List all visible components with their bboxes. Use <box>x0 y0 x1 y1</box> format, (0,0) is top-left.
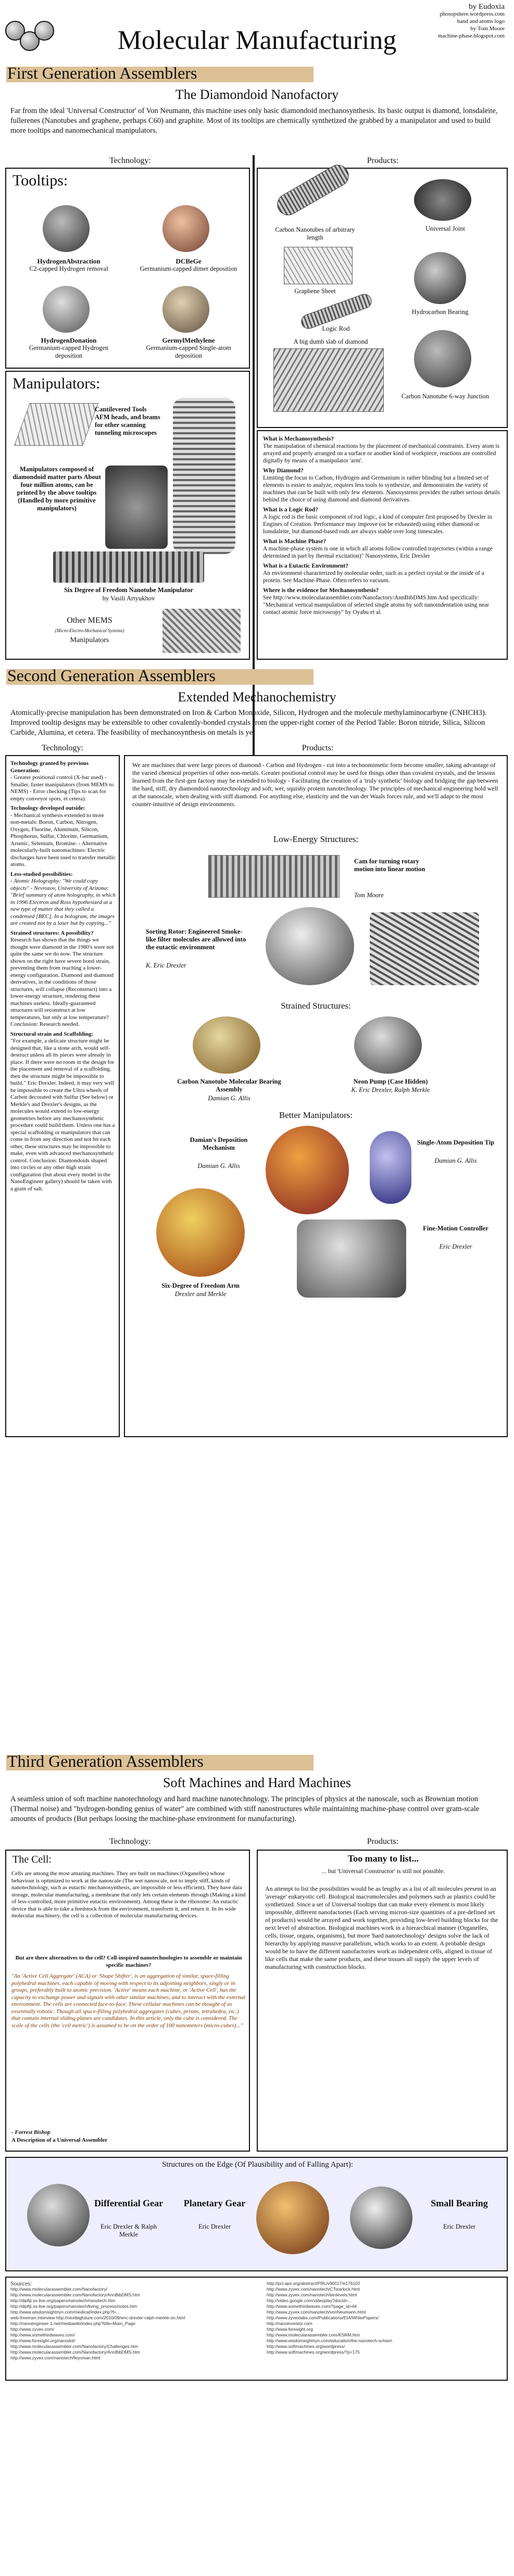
structure-author: Eric Drexler <box>443 2223 476 2230</box>
gen2-products-intro: We are machines that were large pieces of diamond - Carbon and Hydrogen - cut into a technomimetic form become smaller, taking advantage of the varied chemical properties of other non-metals. Greater positional control may be used for things other than covalent crystals, and the lessons learned from the first-gen factory may be extended to biology - Facilitating the creation of a 'truly synthetic' biology and bridging the gap between the hard, stiff, dry diamondoid nanotechnology and soft, wet, squishy protein nanotechnology. The principles of mechanical engineering hold well at the nanoscale, when dealing with stiff diamond. For anything else, elasticity and the van der Waals forces rule, and we'll adapt to the most counter-intuitive of design environments. <box>132 761 498 808</box>
structures-title: Structures on the Edge (Of Plausibility and of Falling Apart): <box>161 2160 354 2169</box>
tooltip-caption <box>17 257 121 273</box>
bearing-author: Damian G. Allis <box>208 1095 250 1102</box>
gen1-products-label: Products: <box>367 156 399 165</box>
fine-caption: Fine-Motion Controller <box>423 1225 488 1232</box>
gen1-technology-label: Technology: <box>109 156 151 165</box>
gen2-intro: Atomically-precise manipulation has been demonstrated on Iron & Carbon Monoxide, Silicon, Hydrogen and the molecule methylaminocarbyne (CNHCH3). Improved tooltip designs may be extensible to other covalently-bonded crystals from the upper-right corner of the Period Table: Boron nitride, Silica, Silicon Carbide, Alumina, et cetera. The feasibility of mechanosynthesis on metals is yet <box>10 709 487 737</box>
faq-question: What is a Logic Rod? <box>263 507 319 513</box>
planetary-gear-image <box>256 2181 329 2254</box>
product-caption: Logic Rod <box>322 325 350 332</box>
source-link[interactable]: http://www.somethirdwaves.com/ <box>10 2332 75 2338</box>
source-link[interactable]: http://www.zyvex.com/nanotech/feynman.html <box>10 2355 101 2360</box>
small-bearing-image <box>350 2187 412 2249</box>
neon-author: K. Eric Drexler, Ralph Merkle <box>351 1086 430 1094</box>
sorting-caption: Sorting Rotor: Engineered Smoke-like filter molecules are allowed into the eutactic environment <box>146 928 246 951</box>
source-link[interactable]: http://www.zyvex.com/nanotech/vonNeumann.html <box>267 2309 366 2315</box>
tooltip-caption <box>136 336 241 360</box>
cantilever-caption: Cantilevered Tools AFM heads, and beams for other scanning tunneling microscopes <box>95 406 160 436</box>
gen3-products-sub: ... but 'Universal Constructor' is still not possible. <box>321 1867 445 1875</box>
source-link[interactable]: http://www.zyvex.com/ <box>10 2327 55 2332</box>
gen3-products-label: Products: <box>367 1837 399 1846</box>
faq-question: Why Diamond? <box>263 468 304 474</box>
cam-caption: Cam for turning rotary motion into linear motion <box>354 858 425 873</box>
source-link[interactable]: http://www.wisdomsightnyn.com/education/the-nanotech-schism <box>267 2338 392 2343</box>
nanotube-image <box>273 161 353 219</box>
credit-line[interactable]: machine-phase.blogspot.com <box>437 33 505 39</box>
molecule-image <box>43 286 90 333</box>
product-caption: Hydrocarbon Bearing <box>411 308 469 316</box>
tech-text: - Atomic Holography: "We could copy objects" - Nevrozov, University of Arizona: "Brief summary of atom holography, in which in 1996 Electron and Ross hypothesized at a new type of matter that they called a condensed [BEC]. In a hologram, the images are created not by a laser but by copying..." <box>10 878 116 926</box>
gen1-intro: Far from the ideal 'Universal Constructor' of Von Neumann, this machine uses only basic diamondoid mechanosynthesis. Its basic output is diamond, lonsdaleite, fullerenes (Nanotubes and graphene, perhaps C60) and graphite. Most of its tooltips are chemically synthetized the grabbed by a manipulator and used to build more tooltips and nanomechanical manipulators. <box>10 107 498 135</box>
neon-caption: Neon Pump (Case Hidden) <box>353 1078 428 1085</box>
six-dof-caption: Six Degree of Freedom Nanotube Manipulator <box>64 586 193 594</box>
sources-right <box>267 2281 504 2355</box>
junction-image <box>414 330 471 387</box>
source-link[interactable]: http://www.zyvex.com/nanotech/CTstarkick.html <box>267 2286 360 2292</box>
tech-text: Research has shown that the things we thought were diamond in the 1980's were not quite the same we do now. The structure shown on the right have severe bond strain, preventing them from reaching a lower-energy configuration. Diamond and diamond derivatives, in the conditions of those structures, will collapse (Reconstruct) into a lower-energy structure, rendering these machines useless. Ideally-guaranteed structures will reconstruct at low temperatures, but only at low temperature? Conclusion: Research needed. <box>10 937 114 1027</box>
page-title: Molecular Manufacturing <box>117 26 397 55</box>
faq-answer: See http://www.molecularassembler.com/Nanofactory/AnnBibDMS.htm And specifically: "Mechanical vertical manipulation of selected single atoms by soft nanoindentation using near contact atomic force microscopy" by Oyabu et al. <box>263 595 490 615</box>
cell-question: But are there alternatives to the cell? Cell-inspired nanotechnologies to assemble or maintain specific machines? <box>15 1955 242 1968</box>
damian-author: Damian G. Allis <box>197 1162 240 1170</box>
faq-question: What is Mechanosynthesis? <box>263 436 334 442</box>
damian-caption: Damian's Deposition Mechanism <box>190 1136 248 1151</box>
source-link[interactable]: http://www.softmachines.org/wordpress/ <box>267 2344 345 2349</box>
cantilever-image <box>14 403 98 446</box>
low-energy-title: Low-Energy Structures: <box>273 834 359 844</box>
gen1-title: First Generation Assemblers <box>7 64 197 82</box>
tooltip-desc: Germanium-capped Hydrogen deposition <box>29 344 109 359</box>
tooltip-name: DCBeGe <box>175 257 202 265</box>
cam-image <box>208 855 340 898</box>
cell-box <box>5 1850 250 2152</box>
cell-quote-author: - Forrest Bishop <box>11 2129 51 2135</box>
molecule-image <box>43 205 90 252</box>
product-caption: Carbon Nanotubes of arbitrary length <box>275 226 355 241</box>
faq-box <box>257 430 508 660</box>
mems-image <box>162 609 241 653</box>
mems-sub: (Micro-Electro-Mechanical Systems) <box>55 628 124 633</box>
tech-text: - Greater positional control (X-bar used) - Smaller, faster manipulators (from MEMS to NEMS) - Error checking (Tips to scan for empty conveyor spots, et cetera). <box>10 774 114 802</box>
faq-answer: The manipulation of chemical reactions by the placement of mechanical constraints. Every atom is arrayed and properly arranged on a surface or another kind of workpiece, reactions are controlled digitally by means of a manipulator 'arm'. <box>263 443 500 464</box>
six-dof-arm-caption: Six-Degree of Freedom Arm <box>161 1282 240 1289</box>
source-link[interactable]: http://www.wisdomsightnyn.com/medical/index.php?f=... <box>10 2309 120 2315</box>
source-link[interactable]: http://dipfiji.ss-live.org/papers/nanotech/living_process/notes.htm <box>10 2304 137 2309</box>
faq-answer: A machine-phase system is one in which all atoms follow controlled trajectories (within a range determined in part by thermal excitation)" Nanosystems, Eric Drexler <box>263 546 493 559</box>
graphene-image <box>284 247 353 284</box>
universal-joint-image <box>414 179 471 221</box>
diamond-slab-image <box>273 348 384 412</box>
manipulator-arm-image <box>173 398 235 554</box>
faq-list <box>263 435 503 619</box>
tech-heading: Technology granted by previous Generation: <box>10 760 89 774</box>
cell-quote: "An 'Active Cell Aggregate' (ACA) or 'Shape Shifter', is an aggregation of similar, space-filling polyhedral machines, each capable of moving with respect to its adjoining neighbors, singly or in groups, preferably built to atomic precision. 'Active' means each machine, or 'Active Cell', has the capacity to exchange power and signals with other similar machines, and to interact with the external environment. The cells are connected face-to-face. These cellular machines can be thought of as essentially robotic. Though all space-filling polyhedral aggregates (cubes, prisms, tetrahedra, etc.) that contain internal sliding planes are candidates. In this article, only the cube is considered. The scale of the cells (the 'cell metric') is assumed to be on the order of 100 nanometers (micro-cubes)..." <box>11 1973 246 2029</box>
structures-box <box>5 2157 508 2271</box>
single-caption: Single-Atom Deposition Tip <box>417 1139 495 1146</box>
tooltip-caption <box>136 257 241 273</box>
tooltip-name: GermylMethylene <box>162 336 215 344</box>
gen3-products-text: An attempt to list the possibilities would be as lengthy as a list of all molecules present in an 'average' eukaryotic cell. Biological macromolecules and polymers such as plastics could be synthetized. Since a set of Universal tooltips that can make every element is most likely impossible, different nanofactories (Each serving micron-size quantities of a pre-defined set of products) would be arrayed and work together, providing low-level building blocks for the next level of abstraction. Biological machines work in a hierarchical manner (Organelles, cells, tissue, organs, organisms), but more 'hard nanotechnology' designs solve the lack of hierarchy by applying massive parallelism, which works to an extent. A probable design would be to have the different nanofactories work as independent cells, aligned in tissue of like cells that make the same products, and these tissues all supply the upper levels of manufacturing with construction blocks. <box>265 1885 498 1970</box>
source-link[interactable]: http://www.softmachines.org/wordpress/?p=175 <box>267 2349 360 2355</box>
gen2-technology-label: Technology: <box>42 744 83 752</box>
tooltip-caption <box>17 336 121 360</box>
sources-title: Sources: <box>10 2281 32 2286</box>
single-author: Damian G. Allis <box>434 1157 477 1164</box>
credit-author: by Eudoxia <box>469 3 505 11</box>
gen3-products-title: Too many to list... <box>347 1853 419 1864</box>
sorting-rotor-image <box>266 907 354 985</box>
nanotube-manipulator-image <box>53 551 204 583</box>
tooltip-desc: Germanium-capped dimer deposition <box>140 265 237 272</box>
sorting-author: K. Eric Drexler <box>146 962 186 969</box>
gen2-products-box <box>124 755 508 1437</box>
gen3-title: Third Generation Assemblers <box>7 1752 204 1770</box>
structure-author: Eric Drexler & Ralph Merkle <box>101 2223 157 2238</box>
source-link[interactable]: http://video.google.com/videoplay?docid=... <box>267 2298 352 2303</box>
faq-answer: An environment characterized by molecular order, such as a perfect crystal or the inside of a protein. See Machine-Phase. Often refers to vacuum. <box>263 570 484 584</box>
fine-motion-image <box>297 1220 406 1298</box>
credit-line[interactable]: phosopshere.wordpress.com <box>440 11 505 17</box>
faq-question: What is a Eutactic Environment? <box>263 563 348 569</box>
product-caption: Carbon Nanotube 6-way Junction <box>401 393 490 400</box>
tech-text: "For example, a delicate structure might be designed that, like a stone arch, would self-destruct unless all its pieces were already in place. If there were no room in the design for the placement and removal of a scaffolding, then the structure might be impossible to build." Eric Drexler. Indeed, it may very well be impossible to create the Ultra wheels of Carbon decorated with Sulfur (See below) or Merkle's and Drexler's designs, as the molecules would extend to low-energy geometries before any mechanosynthetic procedure could build them. Unless one has a special scaffolding or manipulators that can come in from any direction and not hit each other, these structures may be impossible to make, even with advanced mechanosynthetic control. Conclusion: Diamondoids shaped into circles or any other high strain configuration (but about every model in the NanoEngineer gallery) should be taken with a grain of salt. <box>10 1038 115 1192</box>
source-link[interactable]: http://www.molecularassembler.com/KSRM.htm <box>267 2332 360 2338</box>
gen2-technology-box <box>5 755 120 1437</box>
source-link[interactable]: http://www.molecularassembler.com/Nanofactory/AnnBibDMS.htm <box>10 2349 140 2355</box>
faq-answer: A logic rod is the basic component of rod logic, a kind of computer first proposed by Drexler in Engines of Creation. Performance may improve (or be exhausted) using either diamond or lonsdaleite, but diamond-based rods are always stable over long timescales. <box>263 514 492 535</box>
gen3-technology-label: Technology: <box>109 1837 151 1846</box>
source-link[interactable]: http://pcl.aps.org/abstract/PRL/v90/i17/e176102 <box>267 2281 360 2286</box>
source-link[interactable]: http://www.zyvex.com/nanotech/tenlevels.html <box>267 2292 357 2297</box>
molecule-image <box>162 286 209 333</box>
bearing-caption: Carbon Nanotube Molecular Bearing Assembly <box>177 1078 281 1093</box>
neon-pump-image <box>354 1016 422 1074</box>
product-caption: Graphene Sheet <box>294 287 336 295</box>
tooltip-desc: Germanium-capped Single-atom deposition <box>146 344 231 359</box>
gen3-products-box <box>257 1850 508 2152</box>
six-dof-arm-author: Drexler and Merkle <box>174 1290 227 1298</box>
product-caption: Universal Joint <box>425 225 466 232</box>
source-link[interactable]: web-freeman.interview http://nextbigfuture.com/2010/09/eric-drexler-ralph-merkle-on.html <box>10 2315 185 2320</box>
molecule-image <box>162 205 209 252</box>
source-link[interactable]: http://www.molecularassembler.com/Nanofactory/Challenges.htm <box>10 2344 139 2349</box>
bearing-image <box>414 252 466 304</box>
better-title: Better Manipulators: <box>279 1110 353 1120</box>
source-link[interactable]: http://nanoinvestor.com <box>267 2321 312 2326</box>
source-link[interactable]: http://nanoengineer-1.net/mediawiki/index.php?title=Main_Page <box>10 2321 135 2326</box>
cell-foot: A Description of a Universal Assembler <box>11 2137 108 2143</box>
source-link[interactable]: http://www.somethirdwaves.com/?page_id=44 <box>267 2304 357 2309</box>
gen1-subtitle: The Diamondoid Nanofactory <box>175 87 339 102</box>
tooltip-name: HydrogenAbstraction <box>37 257 101 265</box>
composed-caption: Manipulators composed of diamondoid matter parts About four million atoms, can be printed by the above tooltips (Handled by more primitive manipulators) <box>12 466 101 512</box>
source-link[interactable]: http://www.zyvexlabs.com/Publications/EIA/WhitePapers/ <box>267 2315 379 2320</box>
structure-name: Differential Gear <box>94 2198 164 2208</box>
gen2-technology-list <box>10 760 116 1195</box>
credit-line: hand and atoms logo <box>457 18 505 24</box>
source-link[interactable]: http://www.molecularassembler.com/Nanofactory/ <box>10 2286 108 2292</box>
tech-heading: Technology developed outside: <box>10 805 85 811</box>
products-box <box>257 168 508 428</box>
manipulator-parts-image <box>105 466 168 549</box>
tooltip-name: HydrogenDonation <box>41 336 97 344</box>
arm-image <box>156 1188 245 1277</box>
manipulators-title: Manipulators: <box>12 375 101 392</box>
cell-text: Cells are among the most amazing machines. They are built on machines (Organelles) whose behaviour is optimized to work at the nanoscale (The wet nanoscale, not to imply stiff, kinds of nanotechnology, such as eutactic mechanosynthesis, are impossible or less efficient). They have data storage, molecular manufacturing, a membrane that only lets certain elements through (Making a kind of less-controlled, more primitive eutactic environment). Among these is the ribosome: An eutactic device that is able to take a feedstock from the environment, transform it, and return it. In its wide molecular machinery, the cell is a collection of molecular manufacturing devices. <box>11 1870 246 1919</box>
deposition-mechanism-image <box>266 1126 349 1214</box>
source-link[interactable]: http://dipfiji.ss-live.org/papers/nanotech/nanotech.htm <box>10 2298 116 2303</box>
cam-author: Tom Moore <box>354 891 384 899</box>
fine-author: Eric Drexler <box>439 1243 472 1250</box>
tech-heading: Less-studied possibilities: <box>10 871 73 877</box>
bearing-assembly-image <box>193 1016 260 1074</box>
gen2-subtitle: Extended Mechanochemistry <box>178 689 336 705</box>
gen3-subtitle: Soft Machines and Hard Machines <box>162 1775 352 1790</box>
rotor-array-image <box>370 912 479 985</box>
tech-heading: Structural strain and Scaffolding: <box>10 1031 94 1037</box>
structure-name: Small Bearing <box>431 2198 488 2208</box>
product-caption: A big dumb slab of diamond <box>293 338 368 345</box>
tooltip-desc: C2-capped Hydrogen removal <box>29 265 108 272</box>
faq-question: What is Machine Phase? <box>263 538 327 545</box>
faq-answer: Limiting the focus to Carbon, Hydrogen and Germanium is rather blinding but a limited set of elements is easier to analyze, requires less tools to synthesize, and demonstrates the variety of machines that can be built with only few elements. Nanosystems provides the rather serious details behind the choice of using diamond and diamond derivatives. <box>263 475 500 503</box>
six-dof-author: by Vasili Artyukhov <box>102 595 155 602</box>
strained-title: Strained Structures: <box>281 1001 351 1011</box>
manipulators-box <box>5 371 250 660</box>
structure-author: Eric Drexler <box>198 2223 231 2230</box>
sources-box <box>5 2277 508 2381</box>
source-link[interactable]: http://www.molecularassembler.com/Nanofactory/AnnBibDMS.htm <box>10 2292 140 2297</box>
tooltips-title: Tooltips: <box>12 172 68 189</box>
deposition-tip-image <box>370 1131 411 1204</box>
credit-line: by Tom Moore <box>470 26 505 32</box>
source-link[interactable]: http://www.foresight.org/nanodot/ <box>10 2338 76 2343</box>
source-link[interactable]: http://www.foresight.org <box>267 2327 313 2332</box>
structure-name: Planetary Gear <box>183 2198 246 2208</box>
tooltips-box <box>5 168 250 369</box>
tech-heading: Strained structures: A possibility? <box>10 929 94 936</box>
sources-left <box>10 2281 260 2361</box>
faq-question: Where is the evidence for Mechanosynthesis? <box>263 587 379 594</box>
mems-caption: Other MEMS <box>67 616 112 625</box>
gen2-title: Second Generation Assemblers <box>7 666 216 685</box>
mems-foot: Manipulators <box>70 636 109 644</box>
cell-title: The Cell: <box>12 1854 52 1865</box>
tech-text: - Mechanical synthesis extended to more non-metals: Boron, Carbon, Nitrogen, Oxygen, Fluorine, Aluminum, Silicon, Phosphorus, Sulfur, Chlorine, Germanium, Arsenic, Selenium, Bromine. - Alternative molecularly-built nanomachines: Electric discharges have been used to transfer metallic atoms. <box>10 812 116 868</box>
gen2-products-label: Products: <box>302 744 334 752</box>
gen3-intro: A seamless union of soft machine nanotechnology and hard machine nanotechnology. The principles of physics at the nanoscale, such as Brownian motion (Thermal noise) and "hydrogen-bonding genius of water" are combined with stiff nanostructures while maintaining machine-phase control over gram-scale amounts of products (But perhaps loosing the machine-phase environment for manufacturing). <box>10 1795 480 1823</box>
differential-gear-image <box>27 2184 90 2246</box>
